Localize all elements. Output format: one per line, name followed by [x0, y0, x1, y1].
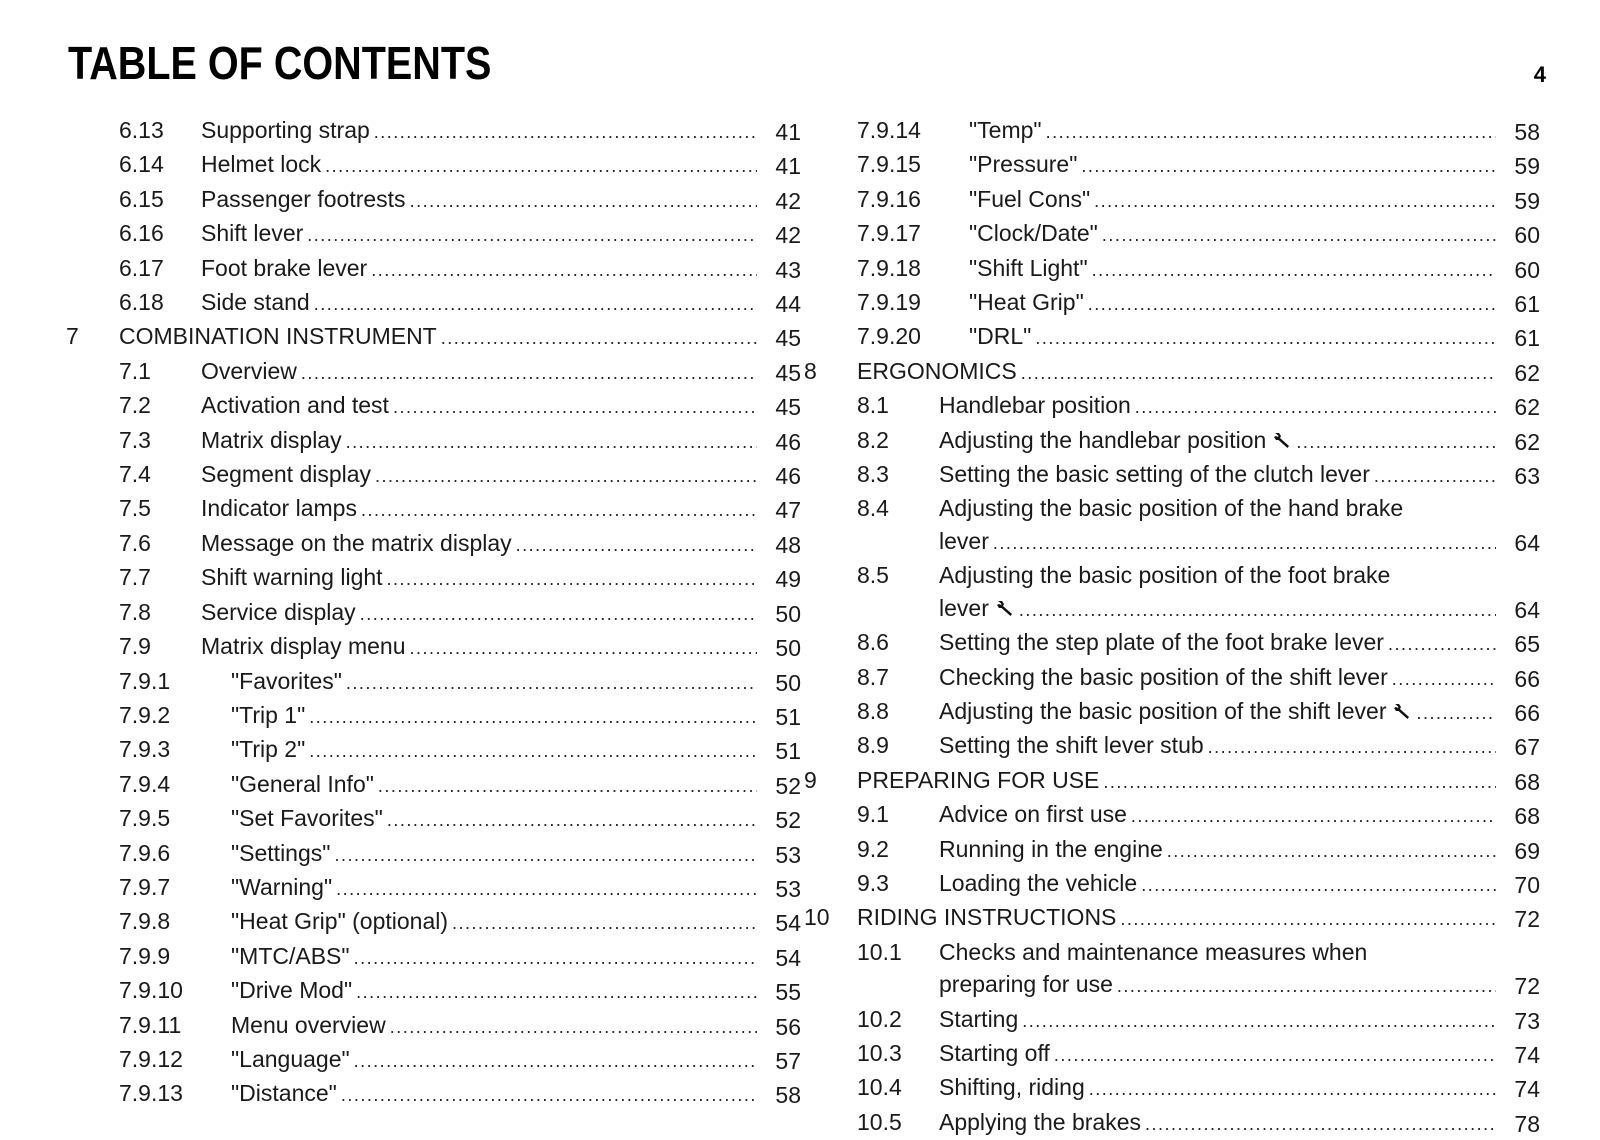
- page-ref[interactable]: 60: [1514, 256, 1540, 283]
- dot-leader: [1416, 697, 1496, 729]
- section-number: 7.6: [119, 529, 151, 556]
- section-number: 7.9.17: [857, 220, 921, 247]
- page-number: 4: [1533, 62, 1546, 87]
- page-ref[interactable]: 50: [775, 669, 801, 696]
- toc-entry-7-5[interactable]: [66, 492, 801, 526]
- section-title: Adjusting the handlebar position: [939, 424, 1292, 456]
- page-ref[interactable]: 44: [775, 291, 801, 318]
- toc-entry-7-9-2[interactable]: [66, 699, 801, 733]
- toc-entry-7-8[interactable]: [66, 596, 801, 630]
- toc-entry-7-9-8[interactable]: [66, 905, 801, 939]
- section-number: 7.4: [119, 461, 151, 488]
- section-number: 7.9.12: [119, 1045, 183, 1072]
- toc-entry-7[interactable]: [66, 320, 801, 354]
- dot-leader: [1019, 594, 1496, 626]
- dot-leader: [1135, 391, 1496, 423]
- section-title: "General Info": [231, 770, 374, 797]
- page-ref[interactable]: 68: [1514, 768, 1540, 795]
- page-ref[interactable]: 50: [775, 600, 801, 627]
- section-title: lever: [939, 527, 989, 554]
- section-title-line1: Adjusting the basic position of the hand brake: [939, 495, 1404, 522]
- page-ref[interactable]: 45: [775, 394, 801, 421]
- toc-entry-8-2[interactable]: [804, 424, 1540, 458]
- section-title: Setting the basic setting of the clutch lever: [939, 461, 1370, 488]
- section-number: 10.2: [857, 1005, 902, 1032]
- page-ref[interactable]: 53: [775, 875, 801, 902]
- page-ref[interactable]: 50: [775, 635, 801, 662]
- page-ref[interactable]: 63: [1514, 463, 1540, 490]
- toc-entry-10-3[interactable]: [804, 1037, 1540, 1071]
- page-ref[interactable]: 61: [1514, 325, 1540, 352]
- section-title: Indicator lamps: [201, 495, 357, 522]
- dot-leader: [1120, 903, 1496, 935]
- section-title: "Clock/Date": [969, 220, 1098, 247]
- section-title: lever: [939, 592, 1015, 624]
- section-number: 10.4: [857, 1074, 902, 1101]
- toc-entry-7-2[interactable]: [66, 389, 801, 423]
- dot-leader: [1088, 288, 1496, 320]
- page-ref[interactable]: 52: [775, 807, 801, 834]
- page-ref[interactable]: 62: [1514, 359, 1540, 386]
- toc-entry-8-6[interactable]: [804, 626, 1540, 660]
- toc-entry-6-18[interactable]: [66, 286, 801, 320]
- page-ref[interactable]: 43: [775, 256, 801, 283]
- section-title: "Trip 2": [231, 736, 306, 763]
- dot-leader: [1046, 116, 1496, 148]
- page-ref[interactable]: 46: [775, 463, 801, 490]
- dot-leader: [1022, 1005, 1496, 1037]
- section-number: 7.3: [119, 426, 151, 453]
- section-title: Supporting strap: [201, 117, 370, 143]
- toc-entry-10-1[interactable]: [804, 936, 1540, 1003]
- toc-entry-6-16[interactable]: [66, 217, 801, 251]
- page-ref[interactable]: 56: [775, 1013, 801, 1040]
- page-ref[interactable]: 47: [775, 497, 801, 524]
- toc-entry-10[interactable]: [804, 901, 1540, 935]
- wrench-icon: [995, 598, 1015, 618]
- dot-leader: [993, 527, 1496, 559]
- section-title: Adjusting the basic position of the shift lever: [939, 695, 1412, 727]
- section-title: Shift warning light: [201, 564, 383, 591]
- section-title: Matrix display: [201, 426, 342, 453]
- page-ref[interactable]: 49: [775, 566, 801, 593]
- section-number: 7.2: [119, 392, 151, 419]
- section-number: 6.17: [119, 254, 164, 281]
- dot-leader: [1081, 150, 1496, 182]
- toc-entry-8-3[interactable]: [804, 458, 1540, 492]
- dot-leader: [360, 598, 757, 630]
- toc-entry-7-9-11[interactable]: [66, 1009, 801, 1043]
- page-ref[interactable]: 68: [1514, 803, 1540, 830]
- section-number: 6.13: [119, 117, 164, 143]
- toc-entry-6-13[interactable]: [66, 114, 801, 148]
- dot-leader: [1392, 663, 1496, 695]
- section-number: 7.9.9: [119, 942, 171, 969]
- dot-leader: [375, 460, 757, 492]
- page-ref[interactable]: 64: [1514, 596, 1540, 623]
- section-number: 7.9.18: [857, 254, 921, 281]
- section-title: "Settings": [231, 839, 331, 866]
- section-title: "Set Favorites": [231, 805, 383, 832]
- dot-leader: [356, 976, 757, 1008]
- toc-entry-9-1[interactable]: [804, 798, 1540, 832]
- section-number: 7.9.3: [119, 736, 171, 763]
- dot-leader: [1102, 219, 1496, 251]
- section-title: Shifting, riding: [939, 1074, 1085, 1101]
- toc-entry-8-9[interactable]: [804, 729, 1540, 763]
- toc-entry-8-1[interactable]: [804, 389, 1540, 423]
- toc-entry-8-5[interactable]: [804, 559, 1540, 626]
- section-number: 8.9: [857, 732, 889, 759]
- dot-leader: [1054, 1039, 1496, 1071]
- dot-leader: [346, 667, 757, 699]
- page-ref[interactable]: 54: [775, 910, 801, 937]
- toc-entry-7-9-20[interactable]: [804, 320, 1540, 354]
- dot-leader: [314, 288, 757, 320]
- page-ref[interactable]: 65: [1514, 631, 1540, 658]
- section-number: 7.9.10: [119, 977, 183, 1004]
- section-number: 8.1: [857, 392, 889, 419]
- section-number: 8.8: [857, 697, 889, 724]
- page-ref[interactable]: 60: [1514, 222, 1540, 249]
- section-number: 8.5: [857, 562, 889, 589]
- section-number: 7.8: [119, 598, 151, 625]
- dot-leader: [354, 1045, 757, 1077]
- section-number: 10.3: [857, 1039, 902, 1066]
- section-number: 7.9.7: [119, 873, 171, 900]
- toc-entry-7-9-13[interactable]: [66, 1077, 801, 1111]
- section-title: Foot brake lever: [201, 254, 368, 281]
- section-title: Starting: [939, 1005, 1019, 1032]
- page-ref[interactable]: 72: [1514, 973, 1540, 1000]
- dot-leader: [1374, 460, 1496, 492]
- section-number: 7.9.8: [119, 908, 171, 935]
- page-ref[interactable]: 55: [775, 979, 801, 1006]
- section-number: 7.9.20: [857, 323, 921, 350]
- dot-leader: [1035, 322, 1496, 354]
- wrench-icon: [1392, 701, 1412, 721]
- page-ref[interactable]: 62: [1514, 428, 1540, 455]
- dot-leader: [452, 907, 757, 939]
- section-title: Activation and test: [201, 392, 389, 419]
- dot-leader: [387, 804, 757, 836]
- page-ref[interactable]: 58: [775, 1082, 801, 1109]
- dot-leader: [1145, 1108, 1496, 1140]
- page-ref[interactable]: 74: [1514, 1076, 1540, 1103]
- section-number: 7.9: [119, 633, 151, 660]
- wrench-icon: [1272, 430, 1292, 450]
- section-number: 7.9.5: [119, 805, 171, 832]
- page-ref[interactable]: 45: [775, 359, 801, 386]
- toc-entry-7-3[interactable]: [66, 424, 801, 458]
- page-ref[interactable]: 58: [1514, 119, 1540, 145]
- section-number: 7.9.6: [119, 839, 171, 866]
- section-title: preparing for use: [939, 971, 1113, 998]
- section-title: "Heat Grip" (optional): [231, 908, 449, 935]
- section-title: Matrix display menu: [201, 633, 406, 660]
- section-number: 7.9.19: [857, 289, 921, 316]
- section-title: "Drive Mod": [231, 977, 353, 1004]
- section-title: "DRL": [969, 323, 1032, 350]
- section-title: "Favorites": [231, 667, 342, 694]
- toc-entry-6-17[interactable]: [66, 252, 801, 286]
- toc-entry-7-4[interactable]: [66, 458, 801, 492]
- toc-right-column: [804, 114, 1540, 1140]
- page-title: TABLE OF CONTENTS: [68, 37, 492, 89]
- dot-leader: [371, 254, 757, 286]
- section-title: Running in the engine: [939, 835, 1163, 862]
- section-number: 8.6: [857, 629, 889, 656]
- page-ref[interactable]: 51: [775, 703, 801, 730]
- section-number: 8.7: [857, 663, 889, 690]
- page-ref[interactable]: 42: [775, 187, 801, 214]
- toc-entry-7-9-12[interactable]: [66, 1043, 801, 1077]
- section-number: 6.15: [119, 185, 164, 212]
- section-title: Menu overview: [231, 1011, 386, 1038]
- section-number: 8.2: [857, 426, 889, 453]
- toc-entry-7-9[interactable]: [66, 630, 801, 664]
- section-title: Checking the basic position of the shift lever: [939, 663, 1388, 690]
- section-title: "Language": [231, 1045, 350, 1072]
- section-title: Passenger footrests: [201, 185, 406, 212]
- toc-entry-7-6[interactable]: [66, 527, 801, 561]
- dot-leader: [1021, 357, 1496, 389]
- page-ref[interactable]: 42: [775, 222, 801, 249]
- toc-entry-7-7[interactable]: [66, 561, 801, 595]
- section-title: Applying the brakes: [939, 1108, 1142, 1135]
- dot-leader: [346, 426, 757, 458]
- dot-leader: [1103, 766, 1496, 798]
- page-ref[interactable]: 73: [1514, 1007, 1540, 1034]
- section-title-line1: Adjusting the basic position of the foot brake: [939, 562, 1391, 589]
- section-title: Overview: [201, 357, 297, 384]
- toc-entry-7-9-15[interactable]: [804, 148, 1540, 182]
- section-title: "Temp": [969, 117, 1042, 143]
- dot-leader: [390, 1011, 757, 1043]
- section-title: Service display: [201, 598, 356, 625]
- section-title: RIDING INSTRUCTIONS: [857, 904, 1117, 931]
- section-number: 7.9.11: [119, 1011, 182, 1038]
- section-title: Loading the vehicle: [939, 869, 1138, 896]
- page-ref[interactable]: 51: [775, 738, 801, 765]
- section-title: ERGONOMICS: [857, 357, 1017, 384]
- toc-entry-7-9-14[interactable]: [804, 114, 1540, 148]
- toc-entry-7-9-4[interactable]: [66, 768, 801, 802]
- page-ref[interactable]: 59: [1514, 153, 1540, 180]
- toc-entry-10-4[interactable]: [804, 1071, 1540, 1105]
- toc-entry-8-4[interactable]: [804, 492, 1540, 559]
- page-ref[interactable]: 46: [775, 428, 801, 455]
- section-number: 7.9.2: [119, 701, 171, 728]
- page-ref[interactable]: 57: [775, 1047, 801, 1074]
- page-ref[interactable]: 69: [1514, 837, 1540, 864]
- toc-entry-7-9-17[interactable]: [804, 217, 1540, 251]
- section-number: 9.3: [857, 869, 889, 896]
- section-title-line1: Checks and maintenance measures when: [939, 938, 1368, 965]
- section-number: 7.9.1: [119, 667, 171, 694]
- section-title: Handlebar position: [939, 392, 1131, 419]
- section-title: Advice on first use: [939, 801, 1127, 828]
- toc-entry-10-2[interactable]: [804, 1003, 1540, 1037]
- section-title: "MTC/ABS": [231, 942, 350, 969]
- dot-leader: [1388, 628, 1496, 660]
- toc-entry-7-9-1[interactable]: [66, 665, 801, 699]
- section-title: "Distance": [231, 1080, 337, 1107]
- toc-entry-8[interactable]: [804, 355, 1540, 389]
- dot-leader: [410, 632, 757, 664]
- section-number: 6.16: [119, 220, 164, 247]
- toc-entry-9[interactable]: [804, 764, 1540, 798]
- section-title: Message on the matrix display: [201, 529, 512, 556]
- dot-leader: [1141, 869, 1496, 901]
- section-title: Shift lever: [201, 220, 304, 247]
- toc-entry-7-9-19[interactable]: [804, 286, 1540, 320]
- dot-leader: [387, 563, 757, 595]
- page-ref[interactable]: 41: [775, 119, 801, 145]
- page-ref[interactable]: 72: [1514, 906, 1540, 933]
- page-ref[interactable]: 64: [1514, 529, 1540, 556]
- toc-entry-9-2[interactable]: [804, 833, 1540, 867]
- toc-entry-7-9-7[interactable]: [66, 871, 801, 905]
- page-ref[interactable]: 45: [775, 325, 801, 352]
- dot-leader: [309, 735, 757, 767]
- section-number: 9.2: [857, 835, 889, 862]
- page-ref[interactable]: 59: [1514, 187, 1540, 214]
- page-ref[interactable]: 48: [775, 531, 801, 558]
- dot-leader: [1131, 800, 1496, 832]
- page-ref[interactable]: 78: [1514, 1110, 1540, 1137]
- section-number: 7.9.13: [119, 1080, 183, 1107]
- section-number: 9: [804, 766, 817, 793]
- dot-leader: [334, 839, 757, 871]
- toc-entry-10-5[interactable]: [804, 1106, 1540, 1140]
- section-title: "Shift Light": [969, 254, 1088, 281]
- page-ref[interactable]: 52: [775, 772, 801, 799]
- toc-entry-7-9-5[interactable]: [66, 802, 801, 836]
- dot-leader: [1167, 835, 1496, 867]
- dot-leader: [1208, 731, 1496, 763]
- toc-entry-9-3[interactable]: [804, 867, 1540, 901]
- page-ref[interactable]: 66: [1514, 699, 1540, 726]
- dot-leader: [309, 701, 757, 733]
- section-number: 6.14: [119, 151, 164, 178]
- dot-leader: [393, 391, 757, 423]
- section-title: "Fuel Cons": [969, 185, 1091, 212]
- dot-leader: [516, 529, 757, 561]
- section-title: "Heat Grip": [969, 289, 1084, 316]
- toc-entry-7-1[interactable]: [66, 355, 801, 389]
- toc-entry-7-9-9[interactable]: [66, 940, 801, 974]
- page-ref[interactable]: 53: [775, 841, 801, 868]
- page-ref[interactable]: 41: [775, 153, 801, 180]
- dot-leader: [1092, 254, 1496, 286]
- dot-leader: [354, 942, 757, 974]
- section-number: 8: [804, 357, 817, 384]
- section-title: Starting off: [939, 1039, 1050, 1066]
- dot-leader: [410, 185, 757, 217]
- dot-leader: [1296, 426, 1496, 458]
- toc-left-column: [66, 114, 801, 1112]
- section-title: COMBINATION INSTRUMENT: [119, 323, 437, 350]
- dot-leader: [374, 116, 757, 148]
- toc-entry-8-8[interactable]: [804, 695, 1540, 729]
- dot-leader: [378, 770, 757, 802]
- section-number: 7.9.4: [119, 770, 171, 797]
- page-ref[interactable]: 66: [1514, 665, 1540, 692]
- dot-leader: [307, 219, 757, 251]
- toc-entry-7-9-16[interactable]: [804, 183, 1540, 217]
- section-number: 7.9.15: [857, 151, 921, 178]
- section-title: Side stand: [201, 289, 310, 316]
- section-title: "Pressure": [969, 151, 1078, 178]
- section-number: 9.1: [857, 801, 889, 828]
- section-title: "Warning": [231, 873, 333, 900]
- section-number: 7.9.16: [857, 185, 921, 212]
- section-number: 7.9.14: [857, 117, 921, 143]
- dot-leader: [361, 494, 757, 526]
- section-number: 10.1: [857, 938, 902, 965]
- dot-leader: [341, 1079, 757, 1111]
- section-number: 7: [66, 323, 79, 350]
- toc-entry-8-7[interactable]: [804, 661, 1540, 695]
- toc-entry-6-15[interactable]: [66, 183, 801, 217]
- section-title: Setting the step plate of the foot brake lever: [939, 629, 1384, 656]
- page-ref[interactable]: 74: [1514, 1041, 1540, 1068]
- section-title: Helmet lock: [201, 151, 322, 178]
- page-ref[interactable]: 62: [1514, 394, 1540, 421]
- toc-entry-6-14[interactable]: [66, 148, 801, 182]
- section-number: 6.18: [119, 289, 164, 316]
- section-title: Segment display: [201, 461, 372, 488]
- dot-leader: [1089, 1073, 1496, 1105]
- section-number: 7.5: [119, 495, 151, 522]
- toc-entry-7-9-6[interactable]: [66, 837, 801, 871]
- section-title: PREPARING FOR USE: [857, 766, 1100, 793]
- section-number: 10.5: [857, 1108, 902, 1135]
- toc-entry-7-9-3[interactable]: [66, 733, 801, 767]
- section-number: 7.1: [119, 357, 151, 384]
- dot-leader: [336, 873, 757, 905]
- page-ref[interactable]: 67: [1514, 734, 1540, 761]
- dot-leader: [1117, 970, 1496, 1002]
- section-number: 8.4: [857, 495, 889, 522]
- page-ref[interactable]: 61: [1514, 291, 1540, 318]
- page-ref[interactable]: 54: [775, 944, 801, 971]
- toc-entry-7-9-10[interactable]: [66, 974, 801, 1008]
- section-number: 8.3: [857, 461, 889, 488]
- section-title: "Trip 1": [231, 701, 306, 728]
- dot-leader: [1094, 185, 1496, 217]
- section-number: 10: [804, 904, 830, 931]
- section-number: 7.7: [119, 564, 151, 591]
- toc-entry-7-9-18[interactable]: [804, 252, 1540, 286]
- dot-leader: [441, 322, 757, 354]
- page-ref[interactable]: 70: [1514, 871, 1540, 898]
- dot-leader: [325, 150, 757, 182]
- section-title: Setting the shift lever stub: [939, 732, 1204, 759]
- dot-leader: [301, 357, 757, 389]
